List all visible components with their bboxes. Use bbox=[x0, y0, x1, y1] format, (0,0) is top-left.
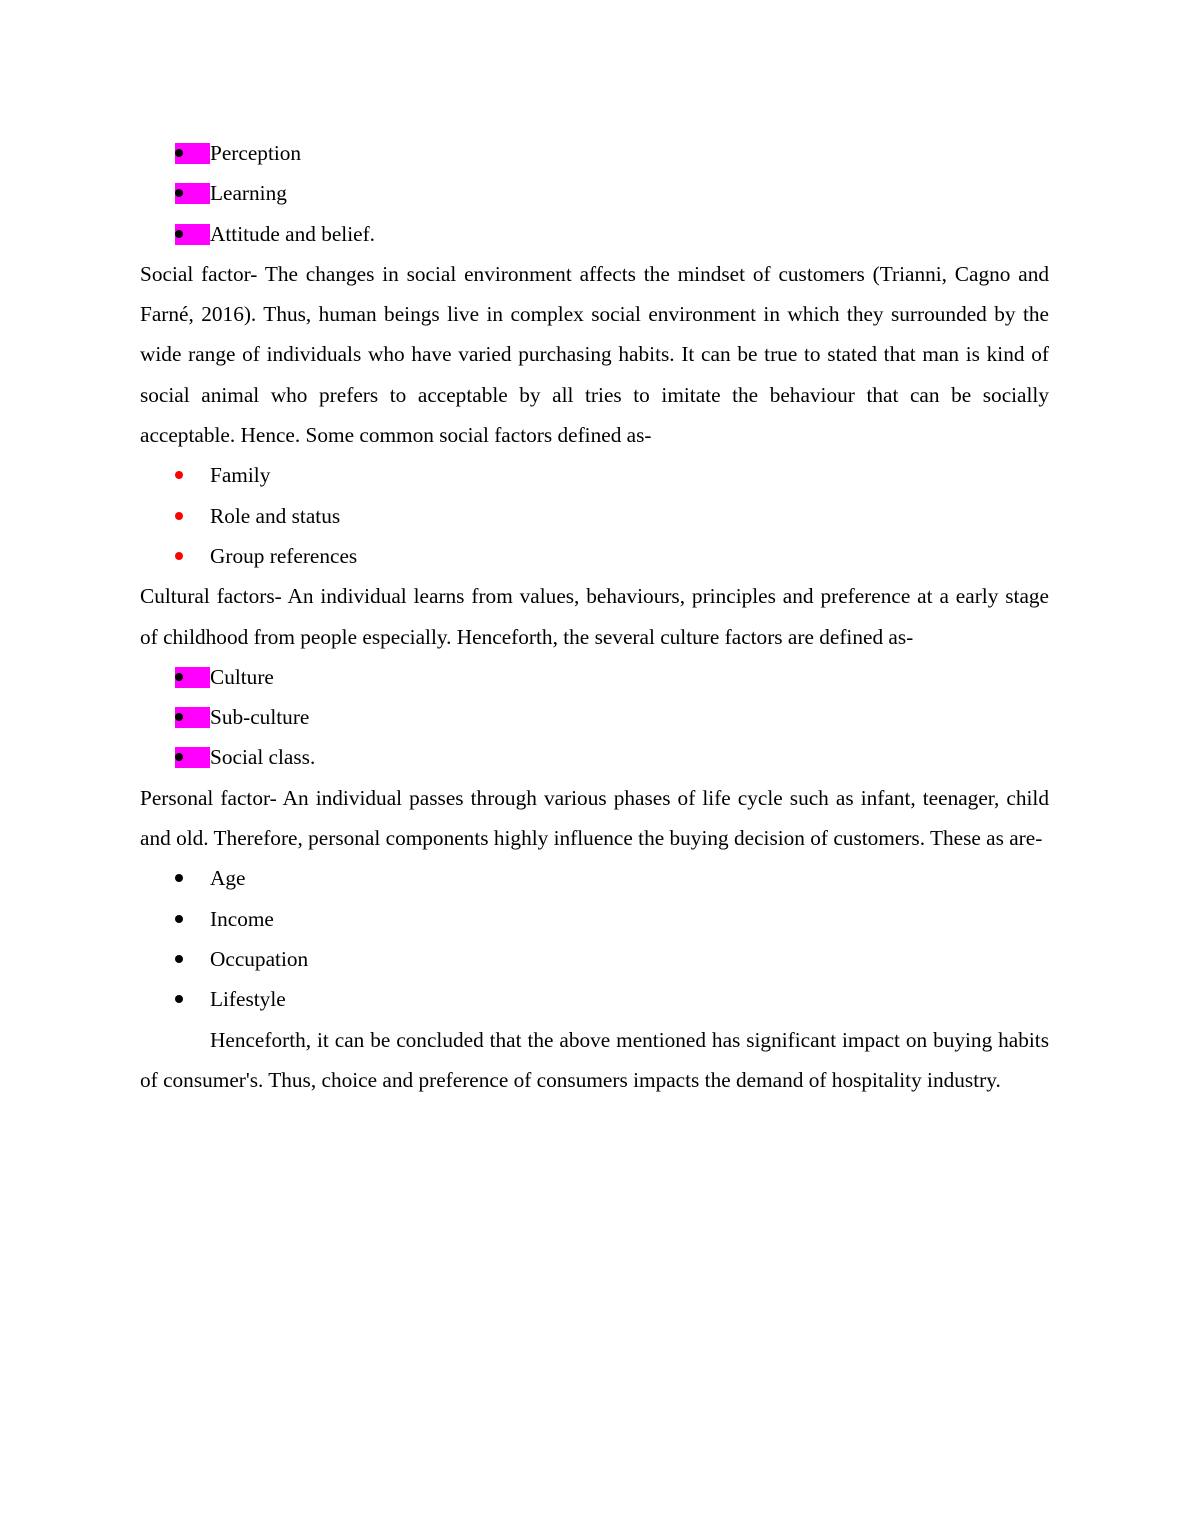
cultural-factor-paragraph: Cultural factors- An individual learns from values, behaviours, principles and preference at a early stage of childhood from people especially. Henceforth, the several culture factors are defined as- bbox=[140, 584, 1049, 649]
highlight-marker bbox=[175, 183, 210, 204]
bullet-marker bbox=[175, 546, 210, 567]
bullet-icon bbox=[175, 552, 183, 560]
list-item-label: Learning bbox=[210, 181, 287, 206]
personal-factor-paragraph: Personal factor- An individual passes through various phases of life cycle such as infant, teenager, child and old. Therefore, personal components highly influence the buying decision of customers. These as are- bbox=[140, 785, 1049, 851]
bullet-icon bbox=[175, 673, 183, 681]
list-item bbox=[140, 697, 1049, 737]
highlight-marker bbox=[175, 224, 210, 245]
list-item bbox=[140, 536, 1049, 576]
list-item bbox=[140, 214, 1049, 254]
social-factors-list bbox=[140, 455, 1049, 576]
list-item-label: Perception bbox=[210, 141, 302, 165]
list-item bbox=[140, 455, 1049, 495]
bullet-marker bbox=[175, 989, 210, 1010]
list-item bbox=[140, 939, 1049, 979]
bullet-marker bbox=[175, 506, 210, 527]
bullet-marker bbox=[175, 868, 210, 889]
highlight-marker bbox=[175, 747, 210, 768]
list-item bbox=[140, 173, 1049, 213]
bullet-icon bbox=[175, 753, 183, 761]
bullet-icon bbox=[175, 713, 183, 721]
bullet-marker bbox=[175, 949, 210, 970]
bullet-icon bbox=[175, 512, 183, 520]
list-item-label: Sub-culture bbox=[210, 705, 310, 730]
list-item bbox=[140, 657, 1049, 697]
bullet-icon bbox=[175, 955, 183, 963]
list-item-label: Role and status bbox=[210, 503, 341, 528]
conclusion-paragraph: Henceforth, it can be concluded that the above mentioned has significant impact on buying habits of consumer's. Thus, choice and preference of consumers impacts the demand of hospitality industry. bbox=[140, 1027, 1049, 1092]
cultural-factors-list bbox=[140, 657, 1049, 778]
list-item-label: Age bbox=[210, 866, 246, 891]
list-item bbox=[140, 496, 1049, 536]
list-item-label: Family bbox=[210, 463, 271, 488]
list-item bbox=[140, 979, 1049, 1019]
list-item-label: Lifestyle bbox=[210, 987, 286, 1012]
bullet-marker bbox=[175, 465, 210, 486]
list-item bbox=[140, 899, 1049, 939]
list-item-label: Culture bbox=[210, 664, 274, 689]
document-page bbox=[140, 133, 1049, 1100]
list-item-label: Income bbox=[210, 906, 274, 931]
bullet-icon bbox=[175, 995, 183, 1003]
list-item-label: Attitude and belief. bbox=[210, 221, 375, 246]
highlight-marker bbox=[175, 667, 210, 688]
list-item bbox=[140, 737, 1049, 777]
bullet-icon bbox=[175, 189, 183, 197]
bullet-icon bbox=[175, 915, 183, 923]
highlight-marker bbox=[175, 707, 210, 728]
personal-factors-list bbox=[140, 858, 1049, 1019]
list-item-label: Occupation bbox=[210, 946, 309, 971]
bullet-icon bbox=[175, 874, 183, 882]
bullet-icon bbox=[175, 149, 183, 157]
list-item bbox=[140, 858, 1049, 898]
bullet-icon bbox=[175, 471, 183, 479]
list-item-label: Social class. bbox=[210, 745, 316, 770]
social-factor-paragraph: Social factor- The changes in social environment affects the mindset of customers (Trianni, Cagno and Farné, 2016). Thus, human beings live in complex social environment in which they surrounded by the wide range of individuals who have varied purchasing habits. It can be true to stated that man is kind of social animal who prefers to acceptable by all tries to imitate the behaviour that can be socially acceptable. Hence. Some common social factors defined as- bbox=[140, 261, 1049, 448]
highlight-marker bbox=[175, 143, 210, 164]
list-item bbox=[140, 133, 1049, 173]
list-item-label: Group references bbox=[210, 543, 358, 568]
psychological-factors-list bbox=[140, 133, 1049, 254]
bullet-marker bbox=[175, 909, 210, 930]
bullet-icon bbox=[175, 230, 183, 238]
